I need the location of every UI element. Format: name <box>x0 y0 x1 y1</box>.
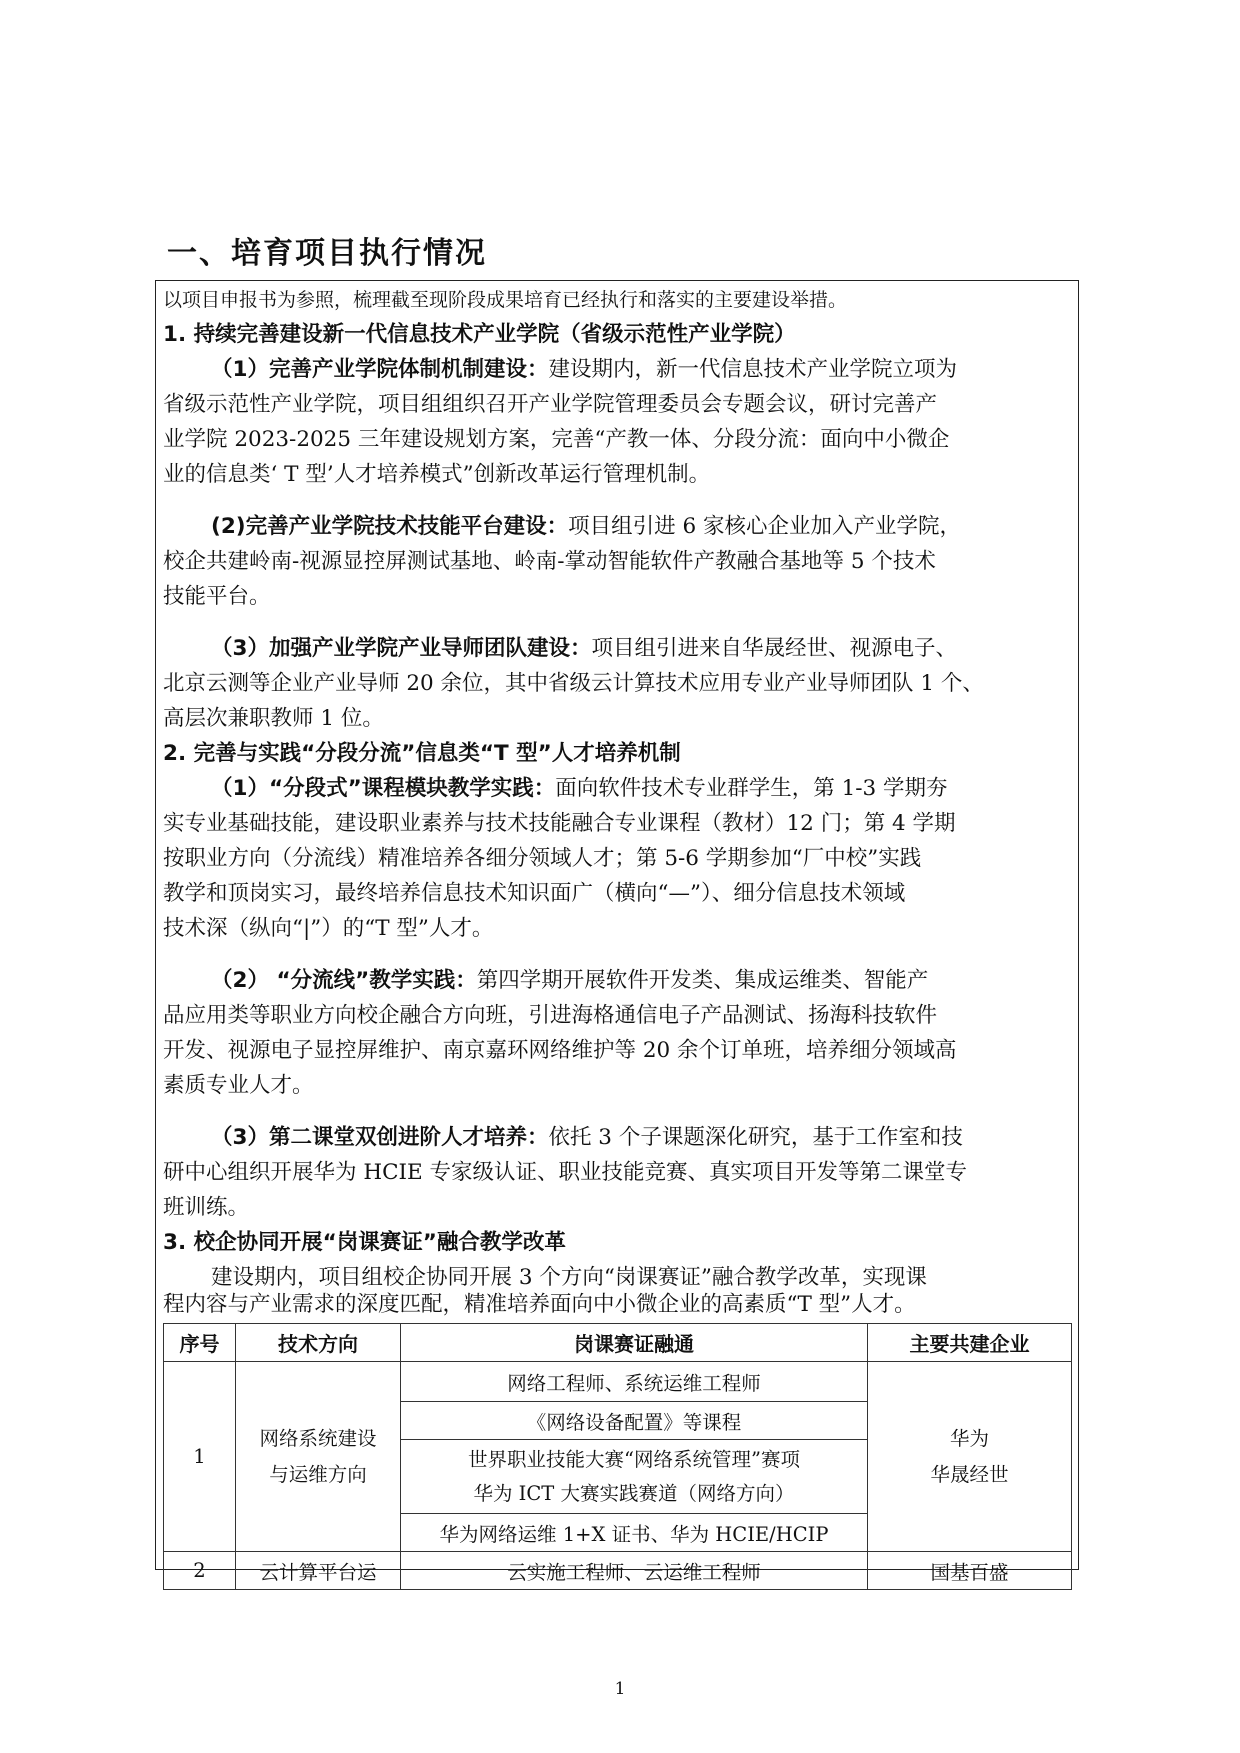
table-row <box>164 1552 1072 1590</box>
paragraph-3-label: （3）加强产业学院产业导师团队建设： <box>211 636 592 661</box>
paragraph-4-label: （1）“分段式”课程模块教学实践： <box>211 776 556 801</box>
intro-text: 以项目申报书为参照，梳理截至现阶段成果培育已经执行和落实的主要建设举措。 <box>163 289 848 311</box>
header-index: 序号 <box>164 1324 236 1362</box>
paragraph-6-line-1: （3）第二课堂双创进阶人才培养：依托 3 个子课题深化研究，基于工作室和技 <box>211 1125 963 1150</box>
paragraph-5-line-2: 品应用类等职业方向校企融合方向班，引进海格通信电子产品测试、扬海科技软件 <box>163 1003 938 1028</box>
paragraph-5-line-3: 开发、视源电子显控屏维护、南京嘉环网络维护等 20 余个订单班，培养细分领域高 <box>163 1038 957 1063</box>
paragraph-2-line-3: 技能平台。 <box>163 584 271 609</box>
paragraph-4-line-1: （1）“分段式”课程模块教学实践：面向软件技术专业群学生，第 1-3 学期夯 <box>211 776 948 801</box>
row1-competition: 世界职业技能大赛“网络系统管理”赛项 华为 ICT 大赛实践赛道（网络方向） <box>401 1440 868 1514</box>
paragraph-7-line-2: 程内容与产业需求的深度匹配，精准培养面向中小微企业的高素质“T 型”人才。 <box>163 1292 916 1317</box>
paragraph-5-line-1: （2） “分流线”教学实践：第四学期开展软件开发类、集成运维类、智能产 <box>211 968 929 993</box>
paragraph-3-line-2: 北京云测等企业产业导师 20 余位，其中省级云计算技术应用专业产业导师团队 1 个、 <box>163 671 984 696</box>
paragraph-2-label: (2)完善产业学院技术技能平台建设： <box>211 514 569 539</box>
heading-2: 2. 完善与实践“分段分流”信息类“T 型”人才培养机制 <box>163 741 681 766</box>
paragraph-3-line-3: 高层次兼职教师 1 位。 <box>163 706 384 731</box>
paragraph-7-line-1: 建设期内，项目组校企协同开展 3 个方向“岗课赛证”融合教学改革，实现课 <box>211 1265 927 1290</box>
paragraph-2-line-2: 校企共建岭南-视源显控屏测试基地、岭南-掌动智能软件产教融合基地等 5 个技术 <box>163 549 936 574</box>
paragraph-1-line-1: （1）完善产业学院体制机制建设：建设期内，新一代信息技术产业学院立项为 <box>211 357 957 382</box>
heading-1: 1. 持续完善建设新一代信息技术产业学院（省级示范性产业学院） <box>163 322 796 347</box>
row2-direction: 云计算平台运 <box>236 1552 401 1590</box>
paragraph-1-line-4: 业的信息类‘ T 型’人才培养模式”创新改革运行管理机制。 <box>163 462 711 487</box>
row2-index: 2 <box>164 1552 236 1590</box>
row1-company: 华为 华晟经世 <box>868 1362 1072 1552</box>
paragraph-4-line-2: 实专业基础技能，建设职业素养与技术技能融合专业课程（教材）12 门；第 4 学期 <box>163 811 956 836</box>
paragraph-4-line-4: 教学和顶岗实习，最终培养信息技术知识面广（横向“—”）、细分信息技术领域 <box>163 881 906 906</box>
table-header-row <box>164 1324 1072 1362</box>
header-direction: 技术方向 <box>236 1324 401 1362</box>
row2-job: 云实施工程师、云运维工程师 <box>401 1552 868 1590</box>
paragraph-4-line-3: 按职业方向（分流线）精准培养各细分领域人才；第 5-6 学期参加“厂中校”实践 <box>163 846 922 871</box>
paragraph-6-line-3: 班训练。 <box>163 1195 250 1220</box>
heading-3: 3. 校企协同开展“岗课赛证”融合教学改革 <box>163 1230 566 1255</box>
integration-table <box>163 1323 1072 1590</box>
paragraph-2-line-1: (2)完善产业学院技术技能平台建设：项目组引进 6 家核心企业加入产业学院， <box>211 514 961 539</box>
section-title: 一、培育项目执行情况 <box>167 236 487 271</box>
row1-index: 1 <box>164 1362 236 1552</box>
row1-direction: 网络系统建设 与运维方向 <box>236 1362 401 1552</box>
paragraph-5-label: （2） “分流线”教学实践： <box>211 968 477 993</box>
table-row <box>164 1362 1072 1402</box>
row1-course: 《网络设备配置》等课程 <box>401 1402 868 1440</box>
paragraph-6-line-2: 研中心组织开展华为 HCIE 专家级认证、职业技能竞赛、真实项目开发等第二课堂专 <box>163 1160 968 1185</box>
paragraph-1-label: （1）完善产业学院体制机制建设： <box>211 357 549 382</box>
row2-company: 国基百盛 <box>868 1552 1072 1590</box>
paragraph-5-line-4: 素质专业人才。 <box>163 1073 314 1098</box>
header-company: 主要共建企业 <box>868 1324 1072 1362</box>
paragraph-3-line-1: （3）加强产业学院产业导师团队建设：项目组引进来自华晟经世、视源电子、 <box>211 636 957 661</box>
row1-job: 网络工程师、系统运维工程师 <box>401 1362 868 1402</box>
paragraph-4-line-5: 技术深（纵向“|”）的“T 型”人才。 <box>163 916 494 941</box>
paragraph-1-line-3: 业学院 2023-2025 三年建设规划方案，完善“产教一体、分段分流：面向中小微企 <box>163 427 950 452</box>
header-integration: 岗课赛证融通 <box>401 1324 868 1362</box>
page-number: 1 <box>614 1679 626 1699</box>
paragraph-6-label: （3）第二课堂双创进阶人才培养： <box>211 1125 549 1150</box>
row1-certificate: 华为网络运维 1+X 证书、华为 HCIE/HCIP <box>401 1514 868 1552</box>
paragraph-1-line-2: 省级示范性产业学院，项目组组织召开产业学院管理委员会专题会议，研讨完善产 <box>163 392 938 417</box>
